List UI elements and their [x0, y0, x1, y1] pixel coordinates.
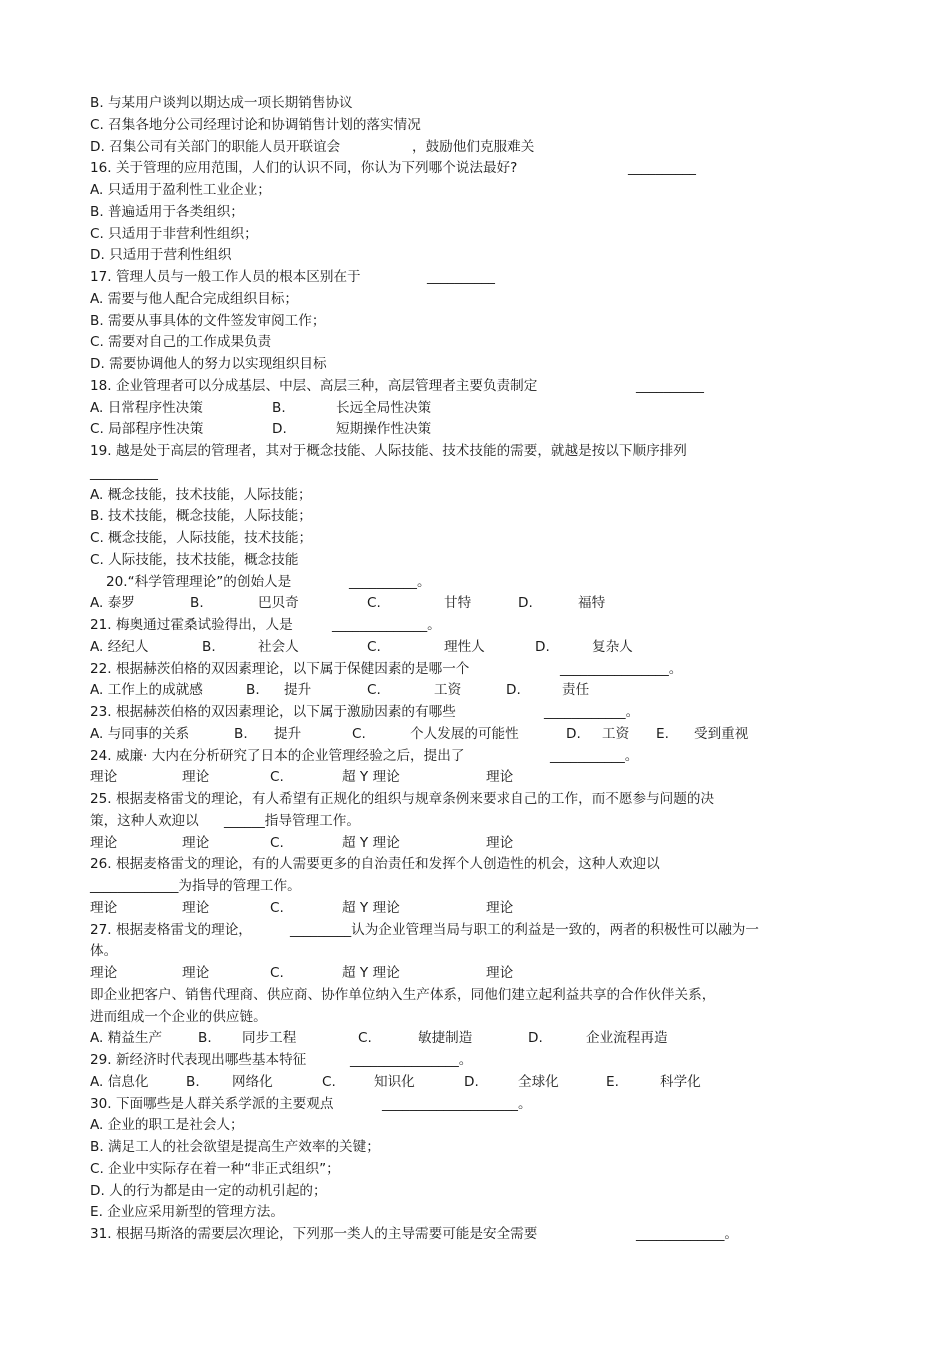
text-segment: 知识化	[374, 1073, 415, 1090]
text-segment: C.	[358, 1030, 372, 1047]
text-segment: 理论	[486, 769, 514, 786]
text-segment: 提升	[274, 725, 302, 742]
text-segment: ______________。	[332, 617, 441, 633]
text-segment: A. 日常程序性决策	[90, 399, 203, 416]
text-segment: B.	[198, 1030, 212, 1047]
text-segment: ___________。	[550, 747, 639, 764]
text-segment: 理论	[90, 769, 118, 786]
text-segment: __________	[427, 269, 495, 285]
text-segment: 理论	[182, 834, 210, 851]
text-segment: 同步工程	[242, 1030, 297, 1047]
text-segment: ______指导管理工作。	[224, 812, 360, 829]
text-segment: A. 精益生产	[90, 1030, 163, 1047]
text-segment: C. 人际技能，技术技能，概念技能	[90, 551, 299, 568]
text-segment: C.	[367, 638, 381, 655]
text-segment: 体。	[90, 943, 118, 960]
text-segment: D.	[464, 1073, 479, 1090]
text-segment: 复杂人	[592, 638, 633, 655]
text-segment: C. 局部程序性决策	[90, 421, 204, 438]
text-segment: _________认为企业管理当局与职工的利益是一致的，两者的积极性可以融为一	[290, 921, 759, 938]
text-segment: 17. 管理人员与一般工作人员的根本区别在于	[90, 269, 361, 285]
text-segment: 30. 下面哪些是人群关系学派的主要观点	[90, 1095, 334, 1112]
text-segment: C.	[367, 595, 381, 612]
text-segment: 社会人	[258, 638, 299, 655]
text-segment: 甘特	[444, 595, 472, 612]
text-segment: A. 概念技能，技术技能，人际技能；	[90, 486, 312, 503]
text-segment: 超 Y 理论	[342, 834, 400, 851]
text-segment: 福特	[578, 595, 606, 612]
text-segment: D. 召集公司有关部门的职能人员开联谊会	[90, 138, 341, 155]
text-segment: 理论	[90, 834, 118, 851]
text-segment: 18. 企业管理者可以分成基层、中层、高层三种，高层管理者主要负责制定	[90, 377, 538, 394]
text-segment: 受到重视	[694, 725, 749, 742]
text-segment: __________	[636, 377, 704, 394]
text-segment: 巴贝奇	[258, 595, 299, 612]
text-segment: 29. 新经济时代表现出哪些基本特征	[90, 1052, 307, 1068]
text-segment: B.	[186, 1073, 200, 1090]
text-segment: B. 需要从事具体的文件签发审阅工作；	[90, 312, 326, 329]
text-segment: E.	[606, 1073, 619, 1090]
text-segment: B. 技术技能，概念技能，人际技能；	[90, 508, 312, 525]
text-segment: 短期操作性决策	[336, 421, 432, 438]
text-segment: 16. 关于管理的应用范围，人们的认识不同，你认为下列哪个说法最好?	[90, 160, 518, 177]
text-segment: ________________。	[350, 1052, 473, 1068]
text-segment: B.	[272, 399, 286, 416]
text-segment: A. 企业的职工是社会人；	[90, 1117, 244, 1134]
text-segment: 19. 越是处于高层的管理者，其对于概念技能、人际技能、技术技能的需要，就越是按以下顺序排列	[90, 443, 687, 459]
text-segment: B.	[202, 638, 216, 655]
text-segment: E. 企业应采用新型的管理方法。	[90, 1204, 284, 1221]
text-segment: 理论	[182, 769, 210, 786]
text-segment: C. 召集各地分公司经理讨论和协调销售计划的落实情况	[90, 116, 421, 133]
text-segment: A. 经纪人	[90, 638, 149, 655]
text-segment: 理论	[182, 965, 210, 981]
text-segment: D.	[518, 595, 533, 612]
text-segment: 31. 根据马斯洛的需要层次理论，下列那一类人的主导需要可能是安全需要	[90, 1226, 538, 1242]
text-segment: 20.“科学管理理论”的创始人是	[106, 573, 292, 590]
text-segment: B.	[246, 682, 260, 699]
text-segment: 理论	[486, 899, 514, 916]
text-segment: A. 工作上的成就感	[90, 682, 203, 699]
text-segment: C.	[352, 725, 366, 742]
text-segment: A. 与同事的关系	[90, 725, 190, 742]
text-segment: _____________为指导的管理工作。	[90, 878, 301, 894]
text-segment: D. 人的行为都是由一定的动机引起的；	[90, 1182, 327, 1199]
text-segment: ____________________。	[382, 1095, 532, 1112]
text-segment: ________________。	[560, 660, 683, 677]
text-segment: C.	[270, 965, 284, 981]
text-segment: 超 Y 理论	[342, 769, 400, 786]
text-segment: __________	[90, 464, 158, 481]
text-segment: ____________。	[544, 704, 640, 720]
text-segment: 工资	[434, 682, 462, 699]
text-segment: 27. 根据麦格雷戈的理论，	[90, 921, 252, 938]
text-segment: C.	[322, 1073, 336, 1090]
text-segment: A. 需要与他人配合完成组织目标；	[90, 290, 299, 307]
text-segment: 理论	[90, 965, 118, 981]
text-segment: D.	[272, 421, 287, 438]
text-segment: 进而组成一个企业的供应链。	[90, 1008, 267, 1025]
text-segment: C. 概念技能，人际技能，技术技能；	[90, 530, 313, 546]
text-segment: 长远全局性决策	[336, 399, 432, 416]
text-segment: B. 满足工人的社会欲望是提高生产效率的关键；	[90, 1139, 380, 1155]
text-segment: D.	[566, 725, 581, 742]
text-segment: __________	[628, 160, 696, 177]
text-segment: A. 泰罗	[90, 595, 135, 612]
text-segment: 全球化	[518, 1073, 559, 1090]
text-segment: C. 只适用于非营利性组织；	[90, 225, 258, 242]
text-segment: 理论	[486, 834, 514, 851]
text-segment: A. 只适用于盈利性工业企业；	[90, 182, 271, 198]
text-segment: B.	[190, 595, 204, 612]
text-segment: D.	[528, 1030, 543, 1047]
text-segment: B. 与某用户谈判以期达成一项长期销售协议	[90, 95, 353, 111]
text-segment: 科学化	[660, 1073, 701, 1090]
text-segment: 理论	[90, 899, 118, 916]
text-segment: 责任	[562, 682, 590, 699]
text-segment: B. 普遍适用于各类组织；	[90, 203, 244, 220]
text-segment: 26. 根据麦格雷戈的理论，有的人需要更多的自治责任和发挥个人创造性的机会，这种人欢迎以	[90, 856, 660, 873]
text-segment: 25. 根据麦格雷戈的理论，有人希望有正规化的组织与规章条例来要求自己的工作，而不愿参与问题的决	[90, 791, 715, 807]
text-segment: D.	[506, 682, 521, 699]
text-segment: C.	[270, 834, 284, 851]
text-segment: ，鼓励他们克服难关	[412, 138, 535, 155]
text-segment: C.	[270, 769, 284, 786]
text-segment: 超 Y 理论	[342, 965, 400, 981]
text-segment: 理论	[486, 965, 514, 981]
text-segment: E.	[656, 725, 669, 742]
text-segment: 网络化	[232, 1073, 273, 1090]
text-segment: 24. 威廉· 大内在分析研究了日本的企业管理经验之后，提出了	[90, 747, 465, 764]
text-segment: B.	[234, 725, 248, 742]
text-segment: 理性人	[444, 638, 485, 655]
text-segment: 敏捷制造	[418, 1030, 473, 1047]
text-segment: C. 需要对自己的工作成果负责	[90, 334, 272, 351]
text-segment: C.	[367, 682, 381, 699]
text-segment: 21. 梅奥通过霍桑试验得出，人是	[90, 617, 293, 633]
text-segment: A. 信息化	[90, 1073, 149, 1090]
text-segment: __________。	[349, 573, 431, 590]
text-segment: 即企业把客户、销售代理商、供应商、协作单位纳入生产体系，同他们建立起利益共享的合作伙伴关系，	[90, 986, 716, 1003]
text-segment: 提升	[284, 682, 312, 699]
text-segment: 22. 根据赫茨伯格的双因素理论，以下属于保健因素的是哪一个	[90, 660, 470, 677]
text-segment: C. 企业中实际存在着一种“非正式组织”；	[90, 1160, 340, 1177]
text-segment: D. 需要协调他人的努力以实现组织目标	[90, 356, 327, 372]
text-segment: 超 Y 理论	[342, 899, 400, 916]
text-segment: C.	[270, 899, 284, 916]
text-segment: _____________。	[636, 1226, 738, 1242]
text-segment: 策，这种人欢迎以	[90, 812, 199, 829]
text-segment: D. 只适用于营利性组织	[90, 247, 232, 264]
text-segment: D.	[535, 638, 550, 655]
text-segment: 企业流程再造	[586, 1030, 668, 1047]
text-segment: 理论	[182, 899, 210, 916]
text-segment: 个人发展的可能性	[410, 725, 519, 742]
text-segment: 23. 根据赫茨伯格的双因素理论，以下属于激励因素的有哪些	[90, 704, 456, 720]
text-segment: 工资	[602, 725, 630, 742]
